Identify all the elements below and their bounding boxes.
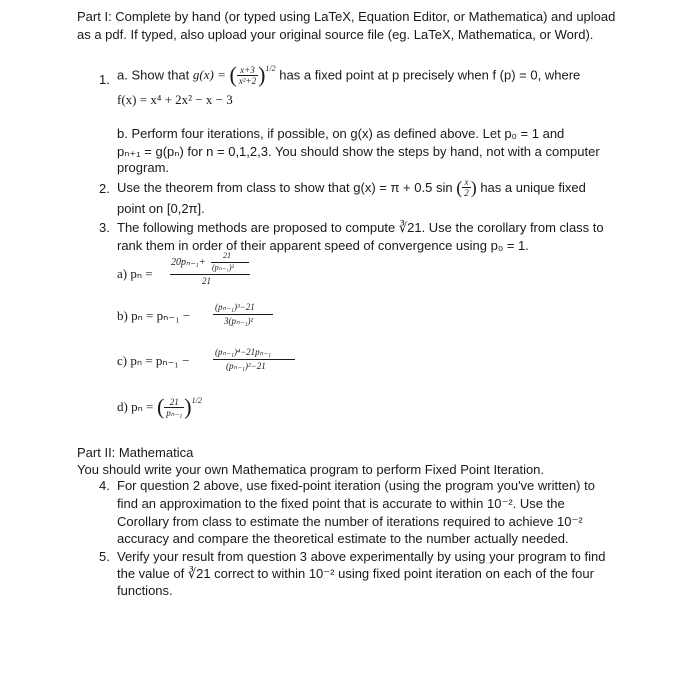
q1b-line2: pₙ₊₁ = g(pₙ) for n = 0,1,2,3. You should show the steps by hand, not with a computer [117,144,600,159]
q1a-lead: a. Show that [117,67,190,83]
q4-line: find an approximation to the fixed point that is accurate to within 10⁻². Use the [117,496,565,511]
part2-intro: You should write your own Mathematica program to perform Fixed Point Iteration. [77,462,545,477]
q2-lparen: ( [456,177,463,198]
q3d-label: d) pₙ = [117,399,154,414]
q1a-line [117,64,580,86]
q3b-label: b) pₙ = pₙ₋₁ − [117,308,191,323]
q5-number: 5. [99,549,110,564]
q3c-label: c) pₙ = pₙ₋₁ − [117,353,190,368]
q2-fraction: $\frac{x}{2}$ [464,177,469,198]
q4-line: accuracy and compare the theoretical estimate to the number actually needed. [117,531,569,546]
q1b-line3: program. [117,160,170,175]
q1a-fraction: $\frac{x+3}{\text{x²+2}}$ [238,64,257,86]
part1-line2: as a pdf. If typed, also upload your original source file (eg. LaTeX, Mathematica, or Word). [77,27,594,42]
q3d-lparen: ( [156,394,165,419]
q3a-num-main: 20pₙ₋₁+ [171,257,206,268]
q1b-line1: b. Perform four iterations, if possible, on g(x) as defined above. Let p₀ = 1 and [117,126,565,141]
q3b-rule [213,314,273,315]
part1-line1: Part I: Complete by hand (or typed using LaTeX, Equation Editor, or Mathematica) and upload [77,9,616,24]
q2-rparen: ) [470,177,477,198]
q3-line2: rank them in order of their apparent speed of convergence using p₀ = 1. [117,238,529,253]
q3c-den: (pₙ₋₁)²−21 [226,361,266,371]
q3a-den: 21 [202,276,211,286]
q3a-main-rule [170,274,250,275]
q1a-tail: has a fixed point at p precisely when f (p) = 0, where [279,67,581,83]
q3c-rule [213,359,295,360]
q1a-lparen: ( [229,62,237,87]
q1-number: 1. [99,72,110,87]
q5-line: Verify your result from question 3 above experimentally by using your program to find [117,549,606,564]
q3d-exponent: 1/2 [191,396,202,405]
q1a-exponent: 1/2 [265,64,276,73]
q1a-f-definition: f(x) = x⁴ + 2x² − x − 3 [117,92,233,107]
q5-line: the value of ∛21 correct to within 10⁻² using fixed point iteration on each of the four [117,566,594,581]
q3b-den: 3(pₙ₋₁)² [224,316,254,326]
q3-line1: The following methods are proposed to compute ∛21. Use the corollary from class to [117,220,604,235]
q3d-rparen: ) [184,394,192,419]
q2-line1 [117,177,586,198]
q3d-fraction: $\frac{21}{\text{pₙ₋₁}}$ [166,396,183,418]
q2-line2: point on [0,2π]. [117,201,205,216]
q5-line: functions. [117,583,173,598]
q4-line: For question 2 above, use fixed-point iteration (using the program you've written) to [117,478,595,493]
q3d-line [117,396,202,418]
q1a-rparen: ) [258,62,266,87]
q4-line: Corollary from class to estimate the number of iterations required to achieve 10⁻² [117,514,583,529]
q4-number: 4. [99,478,110,493]
q2-number: 2. [99,181,110,196]
q1a-g: g(x) = [192,67,226,82]
q3c-num: (pₙ₋₁)⁴−21pₙ₋₁ [215,347,272,357]
q3a-label: a) pₙ = [117,266,153,281]
q3a-num-small-top: 21 [223,251,231,260]
q3b-num: (pₙ₋₁)³−21 [215,302,255,312]
part2-title: Part II: Mathematica [77,445,194,460]
q3a-num-small-bot: (pₙ₋₁)² [212,263,234,272]
q2-line1-post: has a unique fixed [480,180,586,195]
q2-line1-pre: Use the theorem from class to show that g(x) = π + 0.5 sin [117,180,453,195]
q3-number: 3. [99,220,110,235]
